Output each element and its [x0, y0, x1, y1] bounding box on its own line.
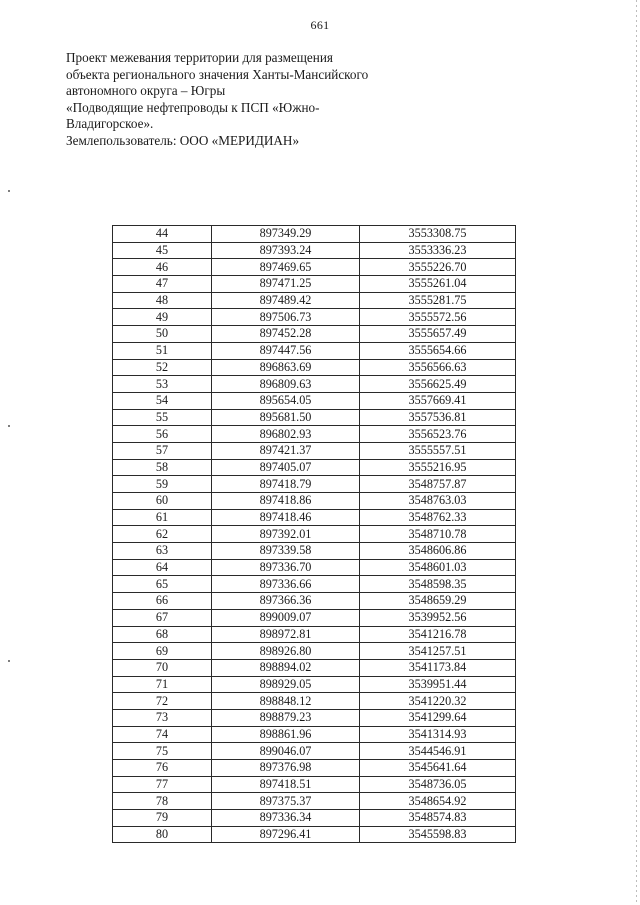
- table-row: [113, 242, 516, 259]
- table-row: [113, 726, 516, 743]
- point-number-cell: 77: [113, 776, 212, 793]
- table-row: [113, 292, 516, 309]
- table-row: [113, 709, 516, 726]
- table-row: [113, 576, 516, 593]
- y-coordinate-cell: 3541216.78: [360, 626, 516, 643]
- point-number-cell: 79: [113, 810, 212, 827]
- table-row: [113, 676, 516, 693]
- point-number-cell: 66: [113, 593, 212, 610]
- x-coordinate-cell: 897469.65: [212, 259, 360, 276]
- scan-speck: [8, 425, 10, 427]
- y-coordinate-cell: 3548601.03: [360, 559, 516, 576]
- x-coordinate-cell: 897339.58: [212, 543, 360, 560]
- x-coordinate-cell: 897376.98: [212, 760, 360, 777]
- x-coordinate-cell: 898972.81: [212, 626, 360, 643]
- table-row: [113, 276, 516, 293]
- x-coordinate-cell: 897489.42: [212, 292, 360, 309]
- x-coordinate-cell: 897375.37: [212, 793, 360, 810]
- y-coordinate-cell: 3548598.35: [360, 576, 516, 593]
- x-coordinate-cell: 897452.28: [212, 326, 360, 343]
- y-coordinate-cell: 3556523.76: [360, 426, 516, 443]
- y-coordinate-cell: 3545641.64: [360, 760, 516, 777]
- x-coordinate-cell: 897296.41: [212, 826, 360, 843]
- table-row: [113, 376, 516, 393]
- y-coordinate-cell: 3548606.86: [360, 543, 516, 560]
- point-number-cell: 75: [113, 743, 212, 760]
- point-number-cell: 74: [113, 726, 212, 743]
- x-coordinate-cell: 897418.46: [212, 509, 360, 526]
- table-row: [113, 760, 516, 777]
- coordinates-table: [112, 225, 516, 843]
- point-number-cell: 60: [113, 493, 212, 510]
- x-coordinate-cell: 897418.51: [212, 776, 360, 793]
- point-number-cell: 80: [113, 826, 212, 843]
- y-coordinate-cell: 3556625.49: [360, 376, 516, 393]
- x-coordinate-cell: 897336.34: [212, 810, 360, 827]
- y-coordinate-cell: 3544546.91: [360, 743, 516, 760]
- table-row: [113, 259, 516, 276]
- point-number-cell: 71: [113, 676, 212, 693]
- y-coordinate-cell: 3555557.51: [360, 442, 516, 459]
- x-coordinate-cell: 897506.73: [212, 309, 360, 326]
- y-coordinate-cell: 3548710.78: [360, 526, 516, 543]
- table-row: [113, 609, 516, 626]
- y-coordinate-cell: 3548659.29: [360, 593, 516, 610]
- x-coordinate-cell: 897418.86: [212, 493, 360, 510]
- table-row: [113, 793, 516, 810]
- point-number-cell: 53: [113, 376, 212, 393]
- point-number-cell: 54: [113, 392, 212, 409]
- table-row: [113, 543, 516, 560]
- y-coordinate-cell: 3556566.63: [360, 359, 516, 376]
- point-number-cell: 45: [113, 242, 212, 259]
- point-number-cell: 44: [113, 226, 212, 243]
- y-coordinate-cell: 3541173.84: [360, 659, 516, 676]
- point-number-cell: 73: [113, 709, 212, 726]
- y-coordinate-cell: 3548574.83: [360, 810, 516, 827]
- table-row: [113, 559, 516, 576]
- document-header: [66, 50, 386, 149]
- point-number-cell: 72: [113, 693, 212, 710]
- y-coordinate-cell: 3541220.32: [360, 693, 516, 710]
- y-coordinate-cell: 3555226.70: [360, 259, 516, 276]
- point-number-cell: 57: [113, 442, 212, 459]
- table-row: [113, 593, 516, 610]
- y-coordinate-cell: 3555572.56: [360, 309, 516, 326]
- table-row: [113, 326, 516, 343]
- y-coordinate-cell: 3557669.41: [360, 392, 516, 409]
- coordinates-table-body: [113, 226, 516, 843]
- point-number-cell: 48: [113, 292, 212, 309]
- x-coordinate-cell: 896809.63: [212, 376, 360, 393]
- point-number-cell: 68: [113, 626, 212, 643]
- point-number-cell: 70: [113, 659, 212, 676]
- point-number-cell: 56: [113, 426, 212, 443]
- y-coordinate-cell: 3555657.49: [360, 326, 516, 343]
- y-coordinate-cell: 3548762.33: [360, 509, 516, 526]
- y-coordinate-cell: 3548763.03: [360, 493, 516, 510]
- x-coordinate-cell: 897392.01: [212, 526, 360, 543]
- x-coordinate-cell: 899046.07: [212, 743, 360, 760]
- table-row: [113, 309, 516, 326]
- x-coordinate-cell: 895681.50: [212, 409, 360, 426]
- x-coordinate-cell: 898894.02: [212, 659, 360, 676]
- table-row: [113, 442, 516, 459]
- scan-speck: [8, 190, 10, 192]
- point-number-cell: 49: [113, 309, 212, 326]
- table-row: [113, 810, 516, 827]
- point-number-cell: 52: [113, 359, 212, 376]
- x-coordinate-cell: 898848.12: [212, 693, 360, 710]
- y-coordinate-cell: 3555281.75: [360, 292, 516, 309]
- header-line: Проект межевания территории для размещения: [66, 50, 333, 65]
- y-coordinate-cell: 3545598.83: [360, 826, 516, 843]
- table-row: [113, 643, 516, 660]
- x-coordinate-cell: 897405.07: [212, 459, 360, 476]
- point-number-cell: 67: [113, 609, 212, 626]
- point-number-cell: 63: [113, 543, 212, 560]
- x-coordinate-cell: 897418.79: [212, 476, 360, 493]
- table-row: [113, 359, 516, 376]
- point-number-cell: 64: [113, 559, 212, 576]
- x-coordinate-cell: 897336.66: [212, 576, 360, 593]
- y-coordinate-cell: 3555261.04: [360, 276, 516, 293]
- x-coordinate-cell: 898879.23: [212, 709, 360, 726]
- point-number-cell: 50: [113, 326, 212, 343]
- x-coordinate-cell: 897393.24: [212, 242, 360, 259]
- y-coordinate-cell: 3557536.81: [360, 409, 516, 426]
- y-coordinate-cell: 3541257.51: [360, 643, 516, 660]
- scan-edge-line: [636, 0, 637, 905]
- x-coordinate-cell: 896863.69: [212, 359, 360, 376]
- point-number-cell: 61: [113, 509, 212, 526]
- y-coordinate-cell: 3541299.64: [360, 709, 516, 726]
- x-coordinate-cell: 899009.07: [212, 609, 360, 626]
- x-coordinate-cell: 898929.05: [212, 676, 360, 693]
- page-number: 661: [310, 18, 330, 32]
- table-row: [113, 409, 516, 426]
- header-line: Землепользователь: ООО «МЕРИДИАН»: [66, 132, 300, 148]
- x-coordinate-cell: 898926.80: [212, 643, 360, 660]
- table-row: [113, 509, 516, 526]
- point-number-cell: 47: [113, 276, 212, 293]
- y-coordinate-cell: 3548736.05: [360, 776, 516, 793]
- y-coordinate-cell: 3555654.66: [360, 342, 516, 359]
- x-coordinate-cell: 898861.96: [212, 726, 360, 743]
- y-coordinate-cell: 3539952.56: [360, 609, 516, 626]
- point-number-cell: 55: [113, 409, 212, 426]
- point-number-cell: 58: [113, 459, 212, 476]
- header-line: объекта регионального значения Ханты-Мансийского: [66, 66, 369, 82]
- point-number-cell: 65: [113, 576, 212, 593]
- point-number-cell: 46: [113, 259, 212, 276]
- x-coordinate-cell: 897421.37: [212, 442, 360, 459]
- table-row: [113, 459, 516, 476]
- header-line: автономного округа – Югры: [66, 83, 226, 98]
- table-row: [113, 826, 516, 843]
- y-coordinate-cell: 3548757.87: [360, 476, 516, 493]
- table-row: [113, 743, 516, 760]
- x-coordinate-cell: 895654.05: [212, 392, 360, 409]
- y-coordinate-cell: 3553336.23: [360, 242, 516, 259]
- point-number-cell: 69: [113, 643, 212, 660]
- y-coordinate-cell: 3541314.93: [360, 726, 516, 743]
- x-coordinate-cell: 897471.25: [212, 276, 360, 293]
- x-coordinate-cell: 896802.93: [212, 426, 360, 443]
- y-coordinate-cell: 3539951.44: [360, 676, 516, 693]
- x-coordinate-cell: 897336.70: [212, 559, 360, 576]
- table-row: [113, 426, 516, 443]
- scan-speck: [8, 660, 10, 662]
- table-row: [113, 626, 516, 643]
- point-number-cell: 51: [113, 342, 212, 359]
- header-line: «Подводящие нефтепроводы к ПСП «Южно-: [66, 99, 320, 115]
- table-row: [113, 526, 516, 543]
- table-row: [113, 476, 516, 493]
- point-number-cell: 62: [113, 526, 212, 543]
- y-coordinate-cell: 3555216.95: [360, 459, 516, 476]
- point-number-cell: 76: [113, 760, 212, 777]
- table-row: [113, 659, 516, 676]
- point-number-cell: 78: [113, 793, 212, 810]
- table-row: [113, 776, 516, 793]
- x-coordinate-cell: 897349.29: [212, 226, 360, 243]
- table-row: [113, 693, 516, 710]
- x-coordinate-cell: 897366.36: [212, 593, 360, 610]
- y-coordinate-cell: 3553308.75: [360, 226, 516, 243]
- table-row: [113, 392, 516, 409]
- x-coordinate-cell: 897447.56: [212, 342, 360, 359]
- point-number-cell: 59: [113, 476, 212, 493]
- y-coordinate-cell: 3548654.92: [360, 793, 516, 810]
- table-row: [113, 493, 516, 510]
- table-row: [113, 342, 516, 359]
- header-line: Владигорское».: [66, 116, 154, 131]
- table-row: [113, 226, 516, 243]
